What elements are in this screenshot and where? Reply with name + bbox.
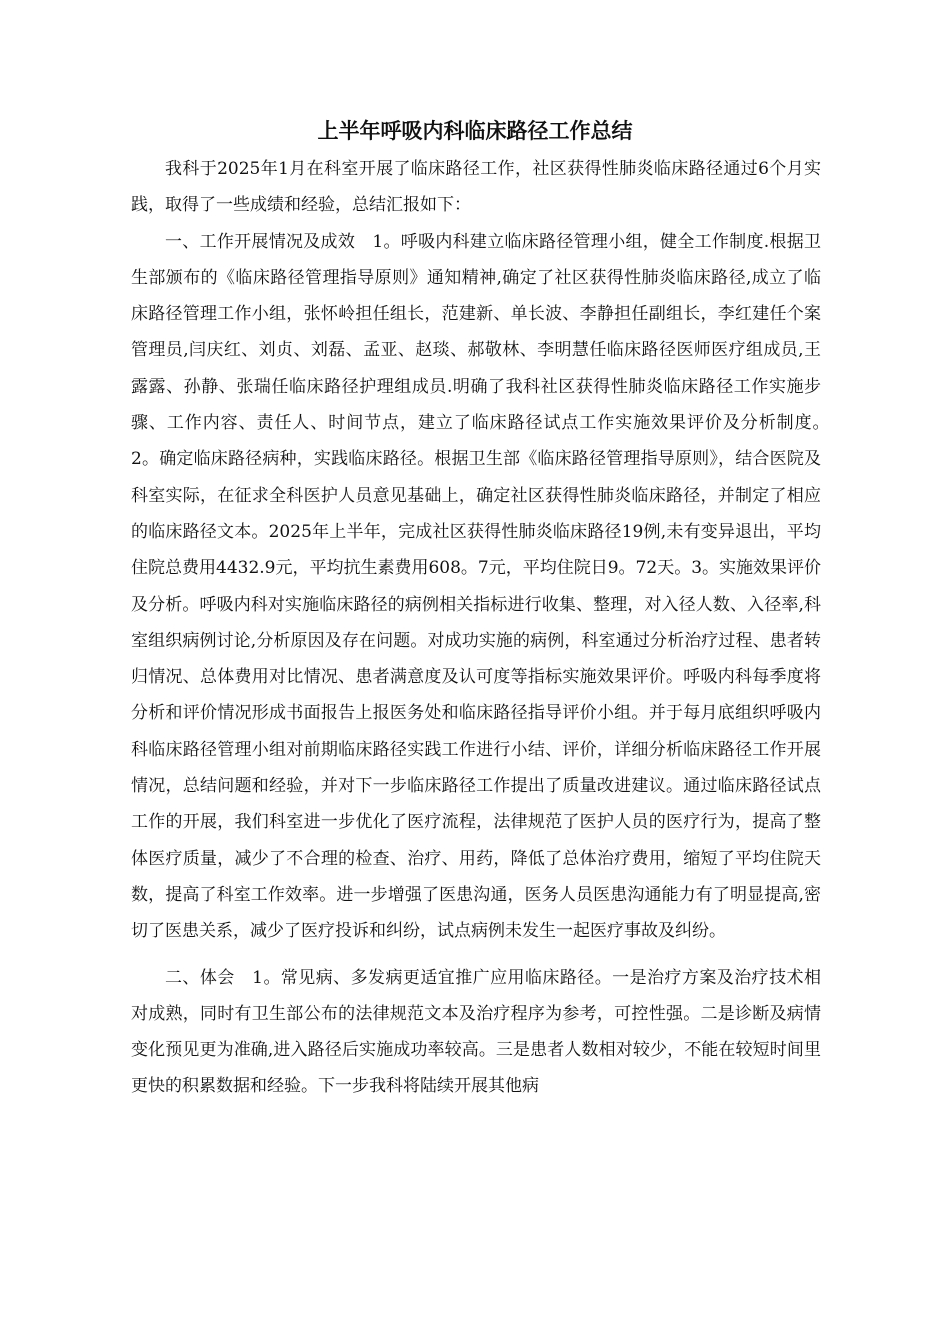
- intro-paragraph: 我科于2025年1月在科室开展了临床路径工作，社区获得性肺炎临床路径通过6个月实践，取得了一些成绩和经验，总结汇报如下：: [131, 159, 821, 216]
- document-title: 上半年呼吸内科临床路径工作总结: [317, 119, 633, 143]
- document-body: [131, 151, 838, 1105]
- section-one-paragraph: 一、工作开展情况及成效 1。呼吸内科建立临床路径管理小组，健全工作制度.根据卫生部颁布的《临床路径管理指导原则》通知精神,确定了社区获得性肺炎临床路径,成立了临床路径管理工作小组，张怀岭担任组长，范建新、单长波、李静担任副组长，李红建任个案管理员,闫庆红、刘贞、刘磊、孟亚、赵琰、郝敬林、李明慧任临床路径医师医疗组成员,王露露、孙静、张瑞任临床路径护理组成员.明确了我科社区获得性肺炎临床路径工作实施步骤、工作内容、责任人、时间节点，建立了临床路径试点工作实施效果评价及分析制度。 2。确定临床路径病种，实践临床路径。根据卫生部《临床路径管理指导原则》，结合医院及科室实际，在征求全科医护人员意见基础上，确定社区获得性肺炎临床路径，并制定了相应的临床路径文本。2025年上半年，完成社区获得性肺炎临床路径19例,未有变异退出，平均住院总费用4432.9元，平均抗生素费用608。7元，平均住院日9。72天。3。实施效果评价及分析。呼吸内科对实施临床路径的病例相关指标进行收集、整理，对入径人数、入径率,科室组织病例讨论,分析原因及存在问题。对成功实施的病例，科室通过分析治疗过程、患者转归情况、总体费用对比情况、患者满意度及认可度等指标实施效果评价。呼吸内科每季度将分析和评价情况形成书面报告上报医务处和临床路径指导评价小组。并于每月底组织呼吸内科临床路径管理小组对前期临床路径实践工作进行小结、评价，详细分析临床路径工作开展情况，总结问题和经验，并对下一步临床路径工作提出了质量改进建议。通过临床路径试点工作的开展，我们科室进一步优化了医疗流程，法律规范了医护人员的医疗行为，提高了整体医疗质量，减少了不合理的检查、治疗、用药，降低了总体治疗费用，缩短了平均住院天数，提高了科室工作效率。进一步增强了医患沟通，医务人员医患沟通能力有了明显提高,密切了医患关系，减少了医疗投诉和纠纷，试点病例未发生一起医疗事故及纠纷。: [131, 231, 838, 942]
- section-two-paragraph: 二、体会 1。常见病、多发病更适宜推广应用临床路径。一是治疗方案及治疗技术相对成熟，同时有卫生部公布的法律规范文本及治疗程序为参考，可控性强。二是诊断及病情变化预见更为准确,进入路径后实施成功率较高。三是患者人数相对较少，不能在较短时间里更快的积累数据和经验。下一步我科将陆续开展其他病: [131, 967, 821, 1097]
